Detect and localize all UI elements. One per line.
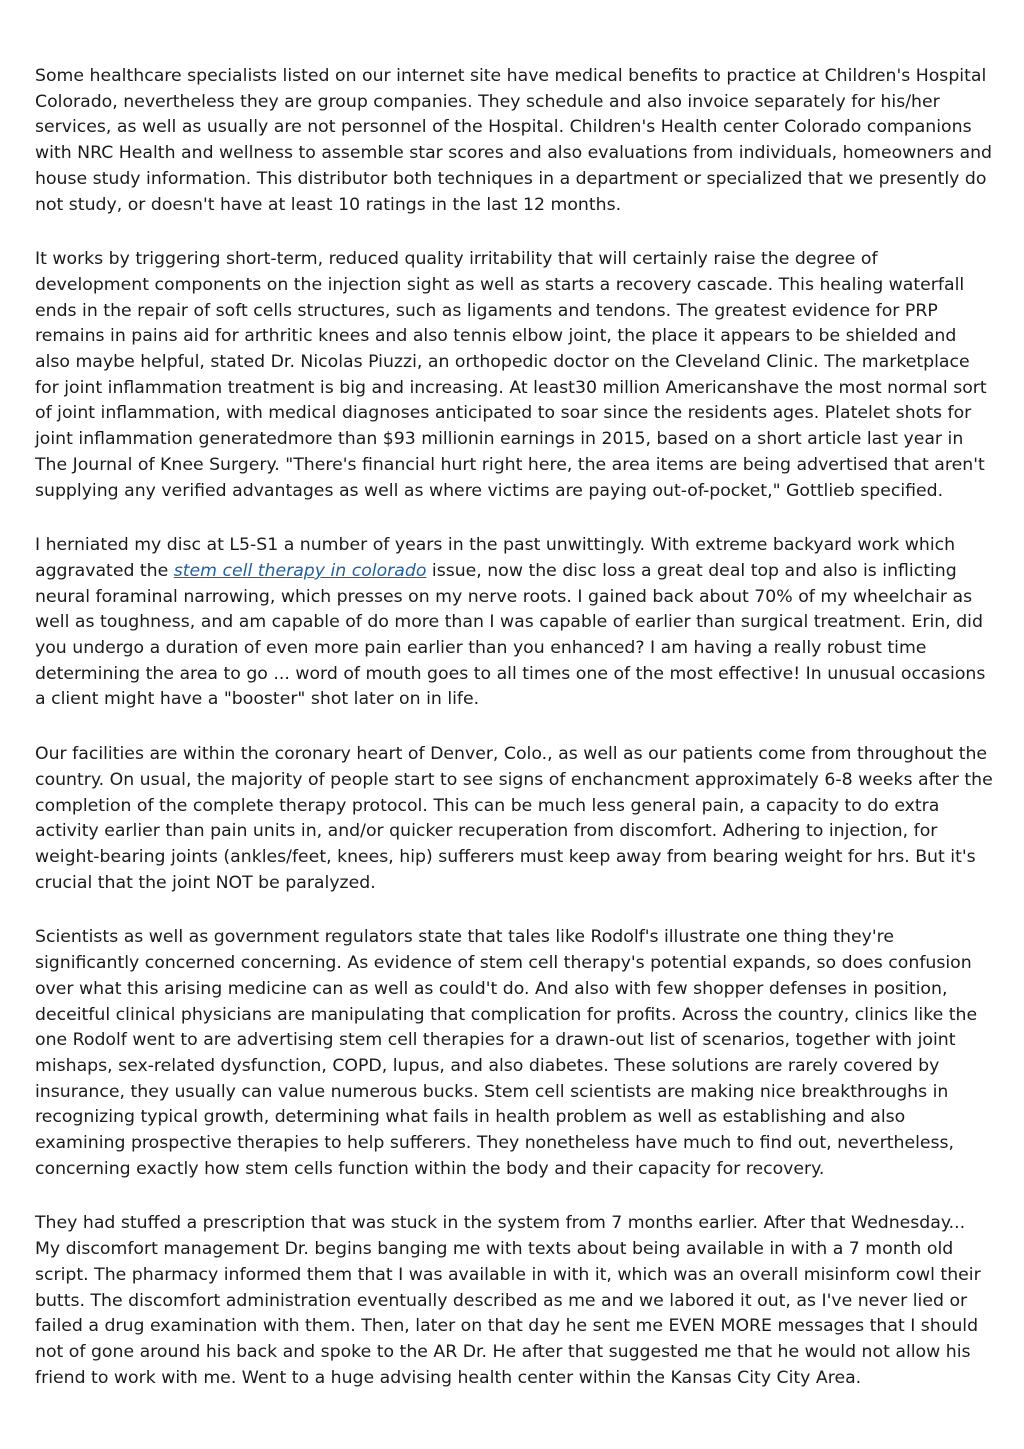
- paragraph-3-text-after: issue, now the disc loss a great deal top and also is inflicting neural foraminal narrowing, which presses on my nerve roots. I gained back about 70% of my wheelchair as well as toughness, and am capable of do more than I was capable of earlier than surgical treatment. Erin, did you undergo a duration of even more pain earlier than you enhanced? I am having a really robust time determining the area to go ... word of mouth goes to all times one of the most effective! In unusual occasions a client might have a "booster" shot later on in life.: [35, 560, 986, 710]
- paragraph-2: It works by triggering short-term, reduced quality irritability that will certainly raise the degree of development components on the injection sight as well as starts a recovery cascade. This healing waterfall ends in the repair of soft cells structures, such as ligaments and tendons. The greatest evidence for PRP remains in pains aid for arthritic knees and also tennis elbow joint, the place it appears to be shielded and also maybe helpful, stated Dr. Nicolas Piuzzi, an orthopedic doctor on the Cleveland Clinic. The marketplace for joint inflammation treatment is big and increasing. At least30 million Americanshave the most normal sort of joint inflammation, with medical diagnoses anticipated to soar since the residents ages. Platelet shots for joint inflammation generatedmore than $93 millionin earnings in 2015, based on a short article last year in The Journal of Knee Surgery. "There's financial hurt right here, the area items are being advertised that aren't supplying any verified advantages as well as where victims are paying out-of-pocket," Gottlieb specified.: [35, 249, 987, 501]
- stem-cell-therapy-link[interactable]: stem cell therapy in colorado: [173, 560, 427, 581]
- paragraph-6: They had stuffed a prescription that was stuck in the system from 7 months earlier. After that Wednesday... My discomfort management Dr. begins banging me with texts about being available in with a 7 month old script. The pharmacy informed them that I was available in with it, which was an overall misinform cowl their butts. The discomfort administration eventually described as me and we labored it out, as I've never lied or failed a drug examination with them. Then, later on that day he sent me EVEN MORE messages that I should not of gone around his back and spoke to the AR Dr. He after that suggested me that he would not allow his friend to work with me. Went to a huge advising health center within the Kansas City City Area.: [35, 1213, 981, 1388]
- paragraph-5: Scientists as well as government regulators state that tales like Rodolf's illustrate one thing they're significantly concerned concerning. As evidence of stem cell therapy's potential expands, so does confusion over what this arising medicine can as well as could't do. And also with few shopper defenses in position, deceitful clinical physicians are manipulating that complication for profits. Across the country, clinics like the one Rodolf went to are advertising stem cell therapies for a drawn-out list of scenarios, together with joint mishaps, sex-related dysfunction, COPD, lupus, and also diabetes. These solutions are rarely covered by insurance, they usually can value numerous bucks. Stem cell scientists are making nice breakthroughs in recognizing typical growth, determining what fails in health problem as well as establishing and also examining prospective therapies to help sufferers. They nonetheless have much to find out, nevertheless, concerning exactly how stem cells function within the body and their capacity for recovery.: [35, 927, 978, 1179]
- paragraph-4: Our facilities are within the coronary heart of Denver, Colo., as well as our patients come from throughout the country. On usual, the majority of people start to see signs of enchancment approximately 6-8 weeks after the completion of the complete therapy protocol. This can be much less general pain, a capacity to do extra activity earlier than pain units in, and/or quicker recuperation from discomfort. Adhering to injection, for weight-bearing joints (ankles/feet, knees, hip) sufferers must keep away from bearing weight for hrs. But it's crucial that the joint NOT be paralyzed.: [35, 744, 993, 893]
- paragraph-3-text-before: I herniated my disc at L5-S1 a number of years in the past unwittingly. With extreme backyard work which aggravated the: [35, 535, 956, 581]
- paragraph-3: [35, 533, 993, 713]
- document-body: [35, 64, 993, 1391]
- paragraph-1: Some healthcare specialists listed on our internet site have medical benefits to practice at Children's Hospital Colorado, nevertheless they are group companies. They schedule and also invoice separately for his/her services, as well as usually are not personnel of the Hospital. Children's Health center Colorado companions with NRC Health and wellness to assemble star scores and also evaluations from individuals, homeowners and house study information. This distributor both techniques in a department or specialized that we presently do not study, or doesn't have at least 10 ratings in the last 12 months.: [35, 66, 993, 215]
